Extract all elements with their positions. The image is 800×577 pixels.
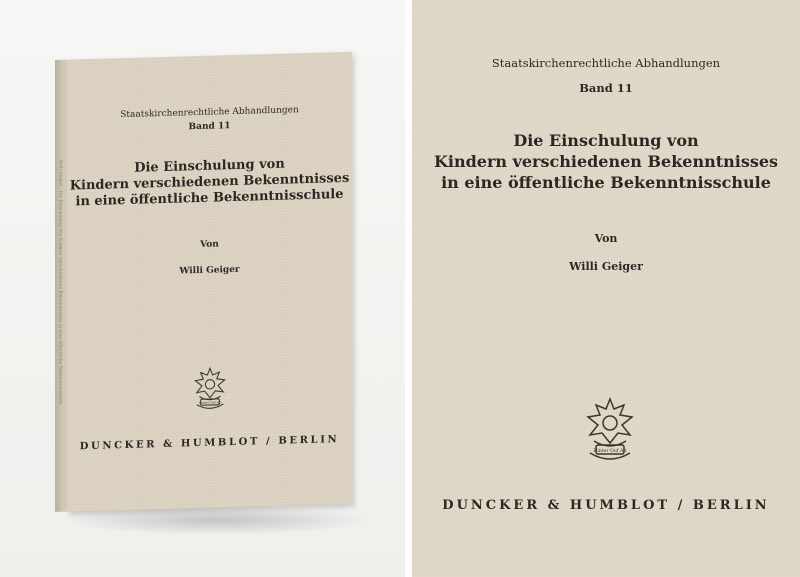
- by-label: Von: [200, 239, 219, 250]
- closeup-publisher-name: DUNCKER & HUMBLOT / BERLIN: [442, 498, 770, 513]
- closeup-series-title: Staatskirchenrechtliche Abhandlungen: [491, 56, 721, 70]
- closeup-title-line-1: Die Einschulung von: [513, 131, 699, 150]
- title-line-3: in eine öffentliche Bekenntnisschule: [75, 186, 344, 210]
- closeup-title-line-3: in eine öffentliche Bekenntnisschule: [441, 173, 771, 192]
- panel-divider: [405, 0, 412, 577]
- book-standing: [55, 52, 352, 512]
- closeup-volume-label: Band 11: [579, 81, 633, 95]
- cover-content: [67, 52, 352, 512]
- title-line-1: Die Einschulung von: [134, 156, 285, 176]
- volume-label: Band 11: [188, 121, 231, 133]
- title-line-2: Kindern verschiedenen Bekenntnisses: [69, 170, 350, 194]
- author-name: Willi Geiger: [179, 264, 240, 277]
- closeup-cover-content: [412, 0, 800, 577]
- right-closeup-panel: [412, 0, 800, 577]
- publisher-logo-icon: [190, 365, 230, 414]
- publisher-name: DUNCKER & HUMBLOT / BERLIN: [79, 434, 340, 453]
- closeup-author-name: Willi Geiger: [569, 260, 643, 273]
- series-title: Staatskirchenrechtliche Abhandlungen: [120, 105, 299, 121]
- book-spine: [55, 60, 67, 512]
- closeup-by-label: Von: [594, 232, 618, 245]
- closeup-publisher-logo-icon: [580, 395, 640, 467]
- logo-motto: Hinter Ouf Alt: [198, 400, 222, 405]
- book-cover-front: [67, 52, 352, 512]
- closeup-logo-motto: Hinter Ouf Alt: [593, 449, 627, 454]
- spine-text: Willi Geiger · Die Einschulung von Kindern verschiedenen Bekenntnisses in eine öffentliche Bekenntnisschule: [58, 159, 64, 405]
- closeup-title-line-2: Kindern verschiedenen Bekenntnisses: [433, 152, 779, 171]
